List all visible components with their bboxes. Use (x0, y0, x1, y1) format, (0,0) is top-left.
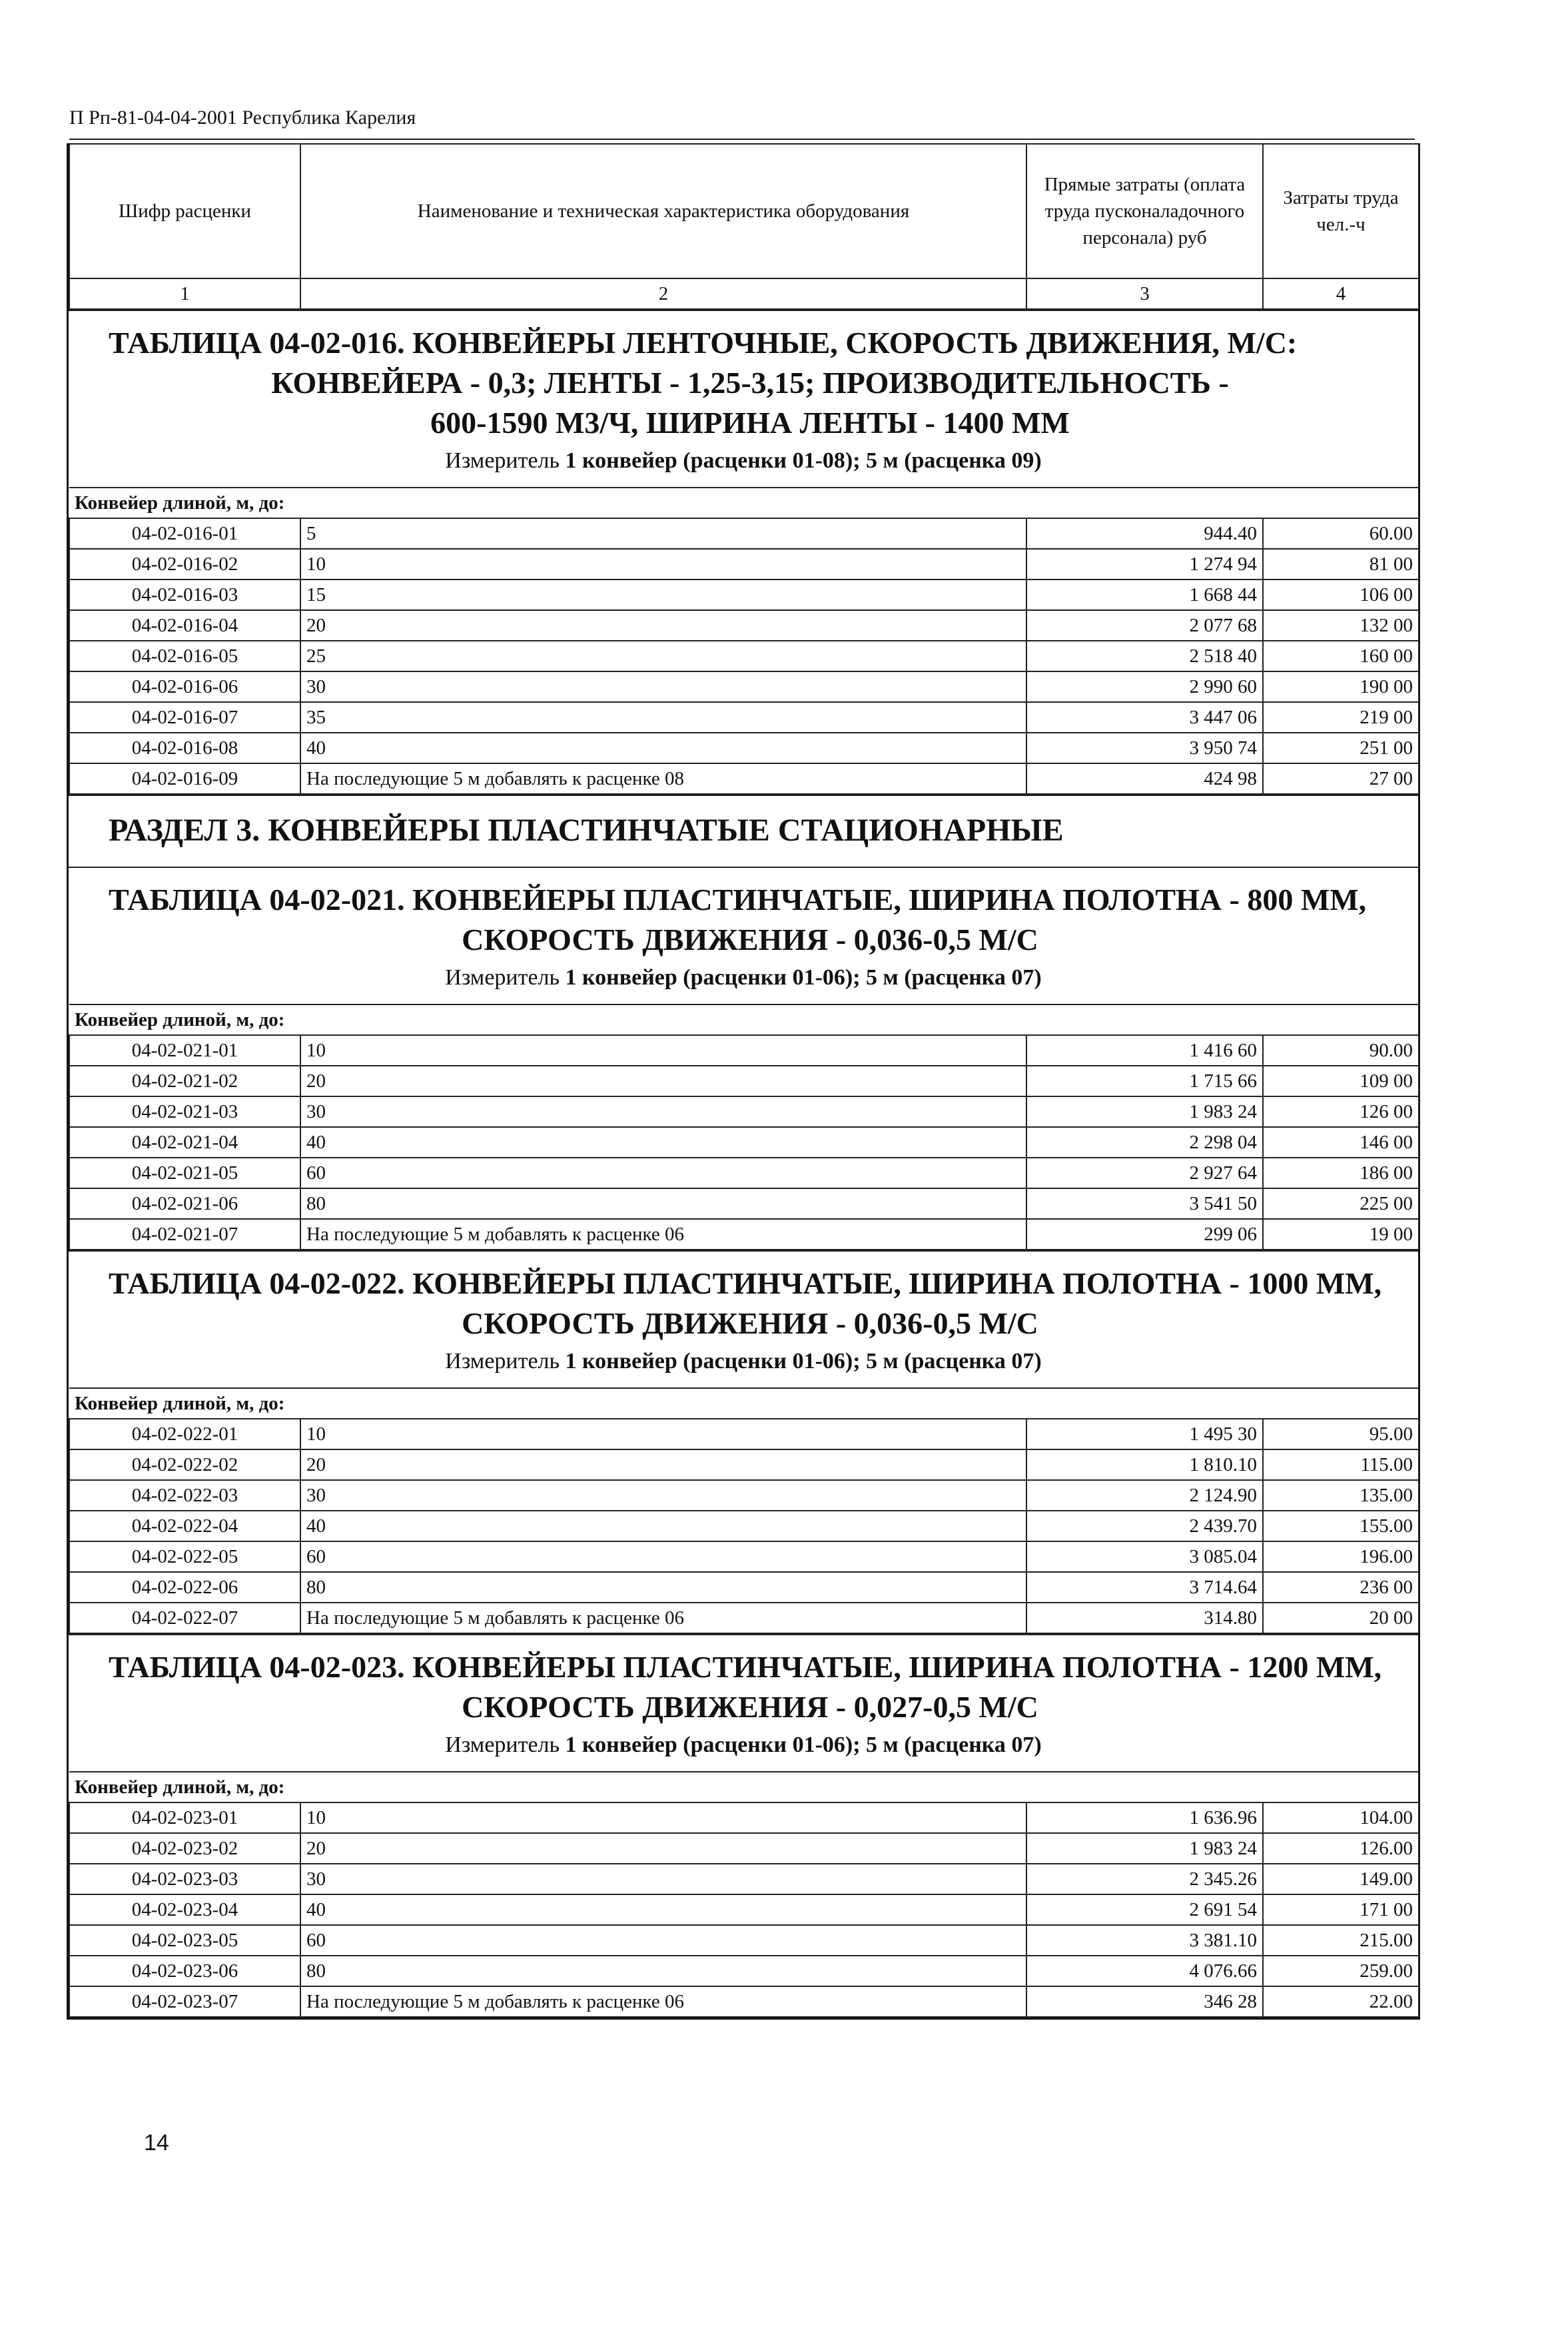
table-row (69, 1188, 1419, 1219)
rate-code: 04-02-021-03 (69, 1096, 300, 1127)
rate-code: 04-02-016-01 (69, 518, 300, 549)
rate-code: 04-02-022-03 (69, 1480, 300, 1511)
rates-table (69, 1387, 1419, 1634)
rate-code: 04-02-022-07 (69, 1603, 300, 1633)
page-header: П Рп-81-04-04-2001 Республика Карелия (69, 107, 1415, 140)
measure-unit-label: Измеритель (445, 448, 560, 473)
equipment-description: 20 (300, 1833, 1026, 1864)
rate-code: 04-02-021-07 (69, 1219, 300, 1250)
equipment-description: 40 (300, 1894, 1026, 1925)
direct-cost-value: 2 298 04 (1026, 1127, 1263, 1158)
page-number: 14 (144, 2130, 169, 2155)
measure-unit-text: 1 конвейер (расценки 01-06); 5 м (расценка 07) (565, 1349, 1042, 1373)
column-header-code: Шифр расценки (69, 144, 300, 278)
table-row (69, 1419, 1419, 1449)
section-title: РАЗДЕЛ 3. КОНВЕЙЕРЫ ПЛАСТИНЧАТЫЕ СТАЦИОНАРНЫЕ (69, 795, 1418, 867)
rate-code: 04-02-016-03 (69, 580, 300, 610)
rate-code: 04-02-016-04 (69, 610, 300, 641)
table-title-line: ТАБЛИЦА 04-02-022. КОНВЕЙЕРЫ ПЛАСТИНЧАТЫЕ, ШИРИНА ПОЛОТНА - 1000 ММ, (109, 1266, 1382, 1300)
rate-code: 04-02-023-03 (69, 1864, 300, 1894)
rate-code: 04-02-023-05 (69, 1925, 300, 1956)
table-row (69, 1925, 1419, 1956)
table-title (69, 1250, 1418, 1346)
rates-table (69, 487, 1419, 795)
equipment-description: На последующие 5 м добавлять к расценке 06 (300, 1986, 1026, 2017)
table-title (69, 867, 1418, 963)
equipment-description: 10 (300, 1802, 1026, 1833)
direct-cost-value: 299 06 (1026, 1219, 1263, 1250)
column-header-table (69, 143, 1419, 310)
labor-cost-value: 135.00 (1263, 1480, 1419, 1511)
direct-cost-value: 3 714.64 (1026, 1572, 1263, 1603)
direct-cost-value: 1 416 60 (1026, 1035, 1263, 1066)
rate-code: 04-02-021-04 (69, 1127, 300, 1158)
measure-unit-text: 1 конвейер (расценки 01-06); 5 м (расценка 07) (565, 965, 1042, 990)
table-row (69, 1127, 1419, 1158)
table-row (69, 1572, 1419, 1603)
table-row (69, 549, 1419, 580)
direct-cost-value: 3 085.04 (1026, 1541, 1263, 1572)
rate-code: 04-02-021-02 (69, 1066, 300, 1096)
labor-cost-value: 146 00 (1263, 1127, 1419, 1158)
table-row (69, 580, 1419, 610)
equipment-description: 60 (300, 1541, 1026, 1572)
labor-cost-value: 90.00 (1263, 1035, 1419, 1066)
direct-cost-value: 1 983 24 (1026, 1096, 1263, 1127)
labor-cost-value: 95.00 (1263, 1419, 1419, 1449)
conveyor-length-label: Конвейер длиной, м, до: (69, 1004, 1419, 1035)
equipment-description: 60 (300, 1158, 1026, 1188)
column-header-labor: Затраты труда чел.-ч (1263, 144, 1419, 278)
table-row (69, 1986, 1419, 2017)
labor-cost-value: 225 00 (1263, 1188, 1419, 1219)
labor-cost-value: 19 00 (1263, 1219, 1419, 1250)
measure-unit (69, 1730, 1418, 1771)
table-title-line: СКОРОСТЬ ДВИЖЕНИЯ - 0,027-0,5 М/С (462, 1690, 1038, 1724)
rate-code: 04-02-016-07 (69, 702, 300, 733)
labor-cost-value: 126.00 (1263, 1833, 1419, 1864)
table-title-line: ТАБЛИЦА 04-02-023. КОНВЕЙЕРЫ ПЛАСТИНЧАТЫЕ, ШИРИНА ПОЛОТНА - 1200 ММ, (109, 1650, 1382, 1684)
equipment-description: 20 (300, 1449, 1026, 1480)
column-number-3: 3 (1026, 278, 1263, 309)
direct-cost-value: 2 439.70 (1026, 1511, 1263, 1541)
equipment-description: 80 (300, 1572, 1026, 1603)
equipment-description: На последующие 5 м добавлять к расценке 08 (300, 763, 1026, 794)
table-row (69, 702, 1419, 733)
table-row (69, 1035, 1419, 1066)
measure-unit-text: 1 конвейер (расценки 01-08); 5 м (расценка 09) (565, 448, 1042, 473)
table-row (69, 1864, 1419, 1894)
table-row (69, 1603, 1419, 1633)
table-row (69, 1833, 1419, 1864)
rate-code: 04-02-022-05 (69, 1541, 300, 1572)
direct-cost-value: 2 518 40 (1026, 641, 1263, 671)
measure-unit (69, 963, 1418, 1004)
table-title-line: СКОРОСТЬ ДВИЖЕНИЯ - 0,036-0,5 М/С (462, 1306, 1038, 1340)
direct-cost-value: 1 668 44 (1026, 580, 1263, 610)
column-number-1: 1 (69, 278, 300, 309)
direct-cost-value: 3 950 74 (1026, 733, 1263, 763)
table-row (69, 518, 1419, 549)
labor-cost-value: 251 00 (1263, 733, 1419, 763)
labor-cost-value: 160 00 (1263, 641, 1419, 671)
rate-code: 04-02-022-01 (69, 1419, 300, 1449)
direct-cost-value: 2 990 60 (1026, 671, 1263, 702)
equipment-description: 10 (300, 1035, 1026, 1066)
table-title (69, 310, 1418, 446)
table-row (69, 733, 1419, 763)
equipment-description: 40 (300, 733, 1026, 763)
direct-cost-value: 314.80 (1026, 1603, 1263, 1633)
labor-cost-value: 190 00 (1263, 671, 1419, 702)
direct-cost-value: 3 381.10 (1026, 1925, 1263, 1956)
equipment-description: 20 (300, 1066, 1026, 1096)
measure-unit (69, 446, 1418, 487)
measure-unit (69, 1346, 1418, 1387)
table-row (69, 1511, 1419, 1541)
rates-table (69, 1004, 1419, 1250)
direct-cost-value: 1 636.96 (1026, 1802, 1263, 1833)
direct-cost-value: 1 495 30 (1026, 1419, 1263, 1449)
measure-unit-text: 1 конвейер (расценки 01-06); 5 м (расценка 07) (565, 1733, 1042, 1757)
rate-tables (69, 310, 1418, 2018)
table-row (69, 1956, 1419, 1986)
table-row (69, 1096, 1419, 1127)
table-row (69, 1802, 1419, 1833)
labor-cost-value: 259.00 (1263, 1956, 1419, 1986)
table-row (69, 1158, 1419, 1188)
labor-cost-value: 236 00 (1263, 1572, 1419, 1603)
direct-cost-value: 3 541 50 (1026, 1188, 1263, 1219)
direct-cost-value: 2 691 54 (1026, 1894, 1263, 1925)
equipment-description: 25 (300, 641, 1026, 671)
table-row (69, 671, 1419, 702)
rate-code: 04-02-022-02 (69, 1449, 300, 1480)
equipment-description: 30 (300, 671, 1026, 702)
direct-cost-value: 2 345.26 (1026, 1864, 1263, 1894)
equipment-description: 40 (300, 1511, 1026, 1541)
labor-cost-value: 20 00 (1263, 1603, 1419, 1633)
rate-code: 04-02-023-02 (69, 1833, 300, 1864)
measure-unit-label: Измеритель (445, 1349, 560, 1373)
table-title-line: ТАБЛИЦА 04-02-016. КОНВЕЙЕРЫ ЛЕНТОЧНЫЕ, СКОРОСТЬ ДВИЖЕНИЯ, М/С: (109, 326, 1298, 360)
direct-cost-value: 2 927 64 (1026, 1158, 1263, 1188)
equipment-description: 40 (300, 1127, 1026, 1158)
rate-code: 04-02-016-05 (69, 641, 300, 671)
column-number-4: 4 (1263, 278, 1419, 309)
rates-sheet (67, 143, 1420, 2020)
equipment-description: На последующие 5 м добавлять к расценке 06 (300, 1219, 1026, 1250)
table-title-line: ТАБЛИЦА 04-02-021. КОНВЕЙЕРЫ ПЛАСТИНЧАТЫЕ, ШИРИНА ПОЛОТНА - 800 ММ, (109, 883, 1367, 917)
equipment-description: 15 (300, 580, 1026, 610)
rate-code: 04-02-016-06 (69, 671, 300, 702)
direct-cost-value: 424 98 (1026, 763, 1263, 794)
table-row (69, 763, 1419, 794)
rate-code: 04-02-021-01 (69, 1035, 300, 1066)
table-row (69, 1449, 1419, 1480)
labor-cost-value: 126 00 (1263, 1096, 1419, 1127)
labor-cost-value: 60.00 (1263, 518, 1419, 549)
direct-cost-value: 1 983 24 (1026, 1833, 1263, 1864)
equipment-description: 60 (300, 1925, 1026, 1956)
labor-cost-value: 109 00 (1263, 1066, 1419, 1096)
labor-cost-value: 81 00 (1263, 549, 1419, 580)
direct-cost-value: 346 28 (1026, 1986, 1263, 2017)
labor-cost-value: 215.00 (1263, 1925, 1419, 1956)
conveyor-length-label: Конвейер длиной, м, до: (69, 488, 1419, 518)
rate-code: 04-02-016-08 (69, 733, 300, 763)
rate-code: 04-02-022-06 (69, 1572, 300, 1603)
labor-cost-value: 115.00 (1263, 1449, 1419, 1480)
rate-code: 04-02-016-02 (69, 549, 300, 580)
table-row (69, 610, 1419, 641)
column-header-name: Наименование и техническая характеристика оборудования (300, 144, 1026, 278)
rate-code: 04-02-021-05 (69, 1158, 300, 1188)
table-row (69, 1480, 1419, 1511)
conveyor-length-label: Конвейер длиной, м, до: (69, 1772, 1419, 1802)
table-row (69, 1894, 1419, 1925)
rate-code: 04-02-023-01 (69, 1802, 300, 1833)
rate-code: 04-02-023-06 (69, 1956, 300, 1986)
direct-cost-value: 1 715 66 (1026, 1066, 1263, 1096)
equipment-description: 20 (300, 610, 1026, 641)
equipment-description: На последующие 5 м добавлять к расценке 06 (300, 1603, 1026, 1633)
measure-unit-label: Измеритель (445, 965, 560, 990)
labor-cost-value: 104.00 (1263, 1802, 1419, 1833)
rate-code: 04-02-016-09 (69, 763, 300, 794)
equipment-description: 5 (300, 518, 1026, 549)
labor-cost-value: 106 00 (1263, 580, 1419, 610)
measure-unit-label: Измеритель (445, 1733, 560, 1757)
direct-cost-value: 2 077 68 (1026, 610, 1263, 641)
direct-cost-value: 3 447 06 (1026, 702, 1263, 733)
labor-cost-value: 186 00 (1263, 1158, 1419, 1188)
direct-cost-value: 2 124.90 (1026, 1480, 1263, 1511)
table-row (69, 1541, 1419, 1572)
labor-cost-value: 149.00 (1263, 1864, 1419, 1894)
rate-code: 04-02-022-04 (69, 1511, 300, 1541)
conveyor-length-label: Конвейер длиной, м, до: (69, 1388, 1419, 1419)
table-row (69, 1066, 1419, 1096)
labor-cost-value: 196.00 (1263, 1541, 1419, 1572)
direct-cost-value: 944.40 (1026, 518, 1263, 549)
direct-cost-value: 1 274 94 (1026, 549, 1263, 580)
equipment-description: 80 (300, 1956, 1026, 1986)
table-row (69, 641, 1419, 671)
equipment-description: 30 (300, 1480, 1026, 1511)
table-row (69, 1219, 1419, 1250)
direct-cost-value: 1 810.10 (1026, 1449, 1263, 1480)
labor-cost-value: 155.00 (1263, 1511, 1419, 1541)
direct-cost-value: 4 076.66 (1026, 1956, 1263, 1986)
rates-table (69, 1771, 1419, 2018)
table-title-line: СКОРОСТЬ ДВИЖЕНИЯ - 0,036-0,5 М/С (462, 923, 1038, 957)
equipment-description: 10 (300, 1419, 1026, 1449)
equipment-description: 30 (300, 1864, 1026, 1894)
labor-cost-value: 27 00 (1263, 763, 1419, 794)
rate-code: 04-02-023-04 (69, 1894, 300, 1925)
table-title-line: КОНВЕЙЕРА - 0,3; ЛЕНТЫ - 1,25-3,15; ПРОИЗВОДИТЕЛЬНОСТЬ - (271, 366, 1229, 400)
column-number-2: 2 (300, 278, 1026, 309)
equipment-description: 30 (300, 1096, 1026, 1127)
labor-cost-value: 22.00 (1263, 1986, 1419, 2017)
table-title-line: 600-1590 М3/Ч, ШИРИНА ЛЕНТЫ - 1400 ММ (430, 406, 1070, 440)
column-header-direct-costs: Прямые затраты (оплата труда пусконаладочного персонала) руб (1026, 144, 1263, 278)
rate-code: 04-02-021-06 (69, 1188, 300, 1219)
equipment-description: 80 (300, 1188, 1026, 1219)
equipment-description: 10 (300, 549, 1026, 580)
rate-code: 04-02-023-07 (69, 1986, 300, 2017)
labor-cost-value: 219 00 (1263, 702, 1419, 733)
equipment-description: 35 (300, 702, 1026, 733)
table-title (69, 1634, 1418, 1730)
labor-cost-value: 132 00 (1263, 610, 1419, 641)
labor-cost-value: 171 00 (1263, 1894, 1419, 1925)
